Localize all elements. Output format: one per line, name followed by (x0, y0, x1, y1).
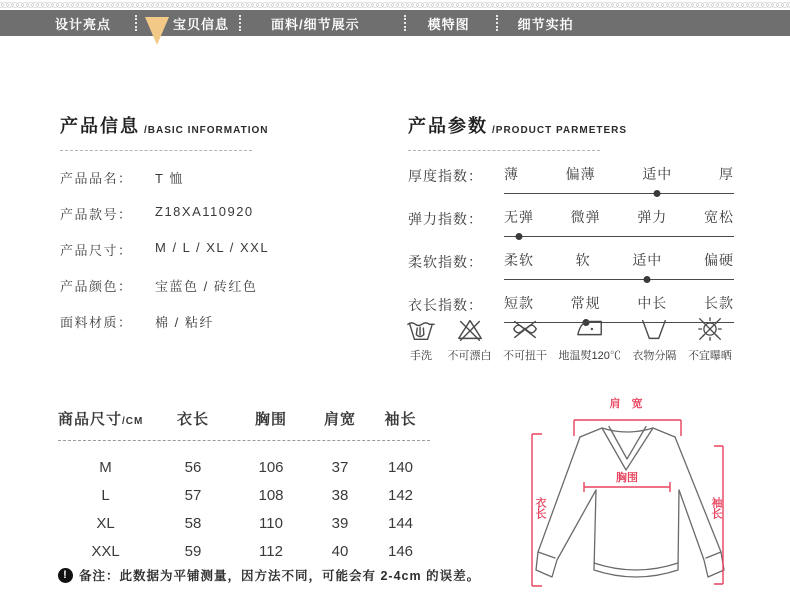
low-temp-iron-icon (575, 314, 605, 344)
info-value: Z18XA110920 (155, 204, 254, 219)
info-row-name (60, 168, 380, 187)
info-value: T 恤 (155, 171, 184, 186)
care-item (559, 314, 621, 363)
info-label: 产品款号： (60, 207, 133, 222)
product-params-section (408, 112, 734, 323)
size-cell: M (99, 458, 112, 476)
sleeve-label: 袖长 (710, 497, 722, 519)
size-cell: XXL (91, 542, 120, 560)
separate-wash-icon (639, 314, 669, 344)
care-label: 不宜曝晒 (687, 350, 732, 362)
param-option: 薄 (504, 166, 519, 182)
length-label: 衣长 (534, 497, 546, 519)
param-option: 偏硬 (703, 252, 734, 268)
care-label: 手洗 (410, 350, 432, 362)
value-cell: 38 (331, 486, 349, 504)
param-option: 短款 (504, 295, 534, 311)
value-cell: 56 (184, 458, 202, 476)
chest-label: 胸围 (616, 472, 638, 484)
info-label: 产品品名： (60, 171, 133, 186)
info-row-style-number (60, 204, 380, 223)
info-row-colors (60, 276, 380, 295)
care-label: 不可扭干 (503, 350, 548, 362)
tab-separator (404, 15, 406, 31)
param-label: 衣长指数： (408, 297, 483, 313)
shirt-outline (536, 427, 724, 578)
value-cell: 57 (184, 486, 202, 504)
care-label: 不可漂白 (447, 350, 492, 362)
tab-separator (135, 15, 137, 31)
param-row-softness (408, 250, 734, 280)
info-label: 产品尺寸： (60, 243, 133, 258)
info-row-sizes (60, 240, 380, 259)
shoulder-measure-line (574, 420, 681, 436)
care-instructions-row (406, 314, 732, 363)
care-item (632, 314, 676, 363)
tab-separator (496, 15, 498, 31)
info-label: 面料材质： (60, 315, 133, 330)
param-label: 厚度指数： (408, 168, 483, 184)
value-cell: 39 (331, 514, 349, 532)
care-item (503, 314, 547, 363)
product-info-subtitle: /BASIC INFORMATION (144, 125, 269, 136)
size-cell: L (101, 486, 110, 504)
care-item (448, 314, 492, 363)
table-row-l (58, 481, 430, 509)
value-cell: 40 (331, 542, 349, 560)
info-value: 棉 / 粘纤 (155, 315, 214, 330)
shoulder-label: 肩 宽 (609, 398, 647, 410)
param-row-thickness (408, 164, 734, 194)
care-item (406, 314, 436, 363)
no-bleach-icon (455, 314, 485, 344)
col-header: 衣长 (176, 410, 209, 428)
param-option: 常规 (570, 295, 601, 311)
info-value: 宝蓝色 / 砖红色 (155, 279, 258, 294)
product-info-section (60, 112, 380, 331)
param-option: 微弹 (570, 209, 601, 225)
param-label: 弹力指数： (408, 211, 483, 227)
param-option: 无弹 (504, 209, 534, 225)
size-table (58, 400, 430, 565)
param-option: 宽松 (703, 209, 734, 225)
measurement-note (58, 566, 480, 584)
dashed-divider (60, 150, 252, 151)
size-table-title: 商品尺寸/CM (58, 410, 144, 428)
param-option: 长款 (703, 295, 734, 311)
value-cell: 108 (258, 486, 284, 504)
tab-product-info-label: 宝贝信息 (173, 16, 230, 32)
param-option: 软 (575, 252, 591, 268)
param-option: 偏薄 (565, 166, 596, 182)
no-sun-dry-icon (695, 314, 725, 344)
care-item (688, 314, 732, 363)
care-label: 衣物分隔 (632, 350, 677, 362)
exclamation-circle-icon: ! (58, 568, 73, 583)
tab-product-info[interactable] (145, 9, 229, 37)
param-scale (504, 164, 734, 194)
note-text: 备注：此数据为平铺测量，因方法不同，可能会有 2-4cm 的误差。 (79, 569, 481, 583)
shirt-measurement-diagram (518, 390, 786, 595)
chain-pattern-border (0, 0, 790, 10)
col-header: 胸围 (254, 410, 287, 428)
tab-fabric-details[interactable]: 面料/细节展示 (271, 16, 360, 32)
value-cell: 59 (184, 542, 202, 560)
product-info-title: 产品信息 (60, 116, 140, 136)
section-nav-bar (0, 10, 790, 36)
no-wring-icon (510, 314, 540, 344)
value-cell: 58 (184, 514, 202, 532)
size-unit: /CM (122, 415, 144, 427)
product-params-subtitle: /PRODUCT PARMETERS (492, 125, 628, 136)
param-row-elasticity (408, 207, 734, 237)
tab-model-photos[interactable]: 模特图 (427, 16, 470, 32)
size-cell: XL (96, 514, 115, 532)
value-cell: 37 (331, 458, 349, 476)
param-option: 柔软 (504, 252, 534, 268)
value-cell: 142 (387, 486, 414, 504)
table-row-xxl (58, 537, 430, 565)
value-cell: 112 (259, 542, 283, 560)
param-option: 中长 (637, 295, 668, 311)
param-option: 厚 (718, 166, 734, 182)
col-header: 肩宽 (323, 410, 356, 428)
tab-design-highlights[interactable]: 设计亮点 (55, 16, 112, 32)
size-table-header (58, 400, 430, 436)
measure-lines (532, 420, 723, 586)
param-label: 柔软指数： (408, 254, 483, 270)
param-option: 适中 (642, 166, 673, 182)
hand-wash-icon (406, 314, 436, 344)
dashed-divider (408, 150, 600, 151)
product-params-title: 产品参数 (408, 116, 488, 136)
value-cell: 140 (387, 458, 414, 476)
tab-detail-shots[interactable]: 细节实拍 (517, 16, 574, 32)
param-scale (504, 250, 734, 280)
value-cell: 144 (387, 514, 414, 532)
param-option: 弹力 (637, 209, 668, 225)
param-scale (504, 207, 734, 237)
table-row-xl (58, 509, 430, 537)
tab-separator (239, 15, 241, 31)
active-tab-arrow-icon (145, 17, 169, 45)
table-row-m (58, 453, 430, 481)
info-value: M / L / XL / XXL (155, 240, 270, 255)
info-label: 产品颜色： (60, 279, 133, 294)
col-header: 袖长 (384, 410, 417, 428)
shirt-diagram-svg (518, 390, 786, 595)
param-option: 适中 (632, 252, 663, 268)
dashed-divider (58, 440, 430, 441)
value-cell: 146 (387, 542, 414, 560)
value-cell: 110 (259, 514, 283, 532)
care-label: 地温熨120℃ (558, 350, 621, 362)
info-row-material (60, 312, 380, 331)
value-cell: 106 (258, 458, 284, 476)
